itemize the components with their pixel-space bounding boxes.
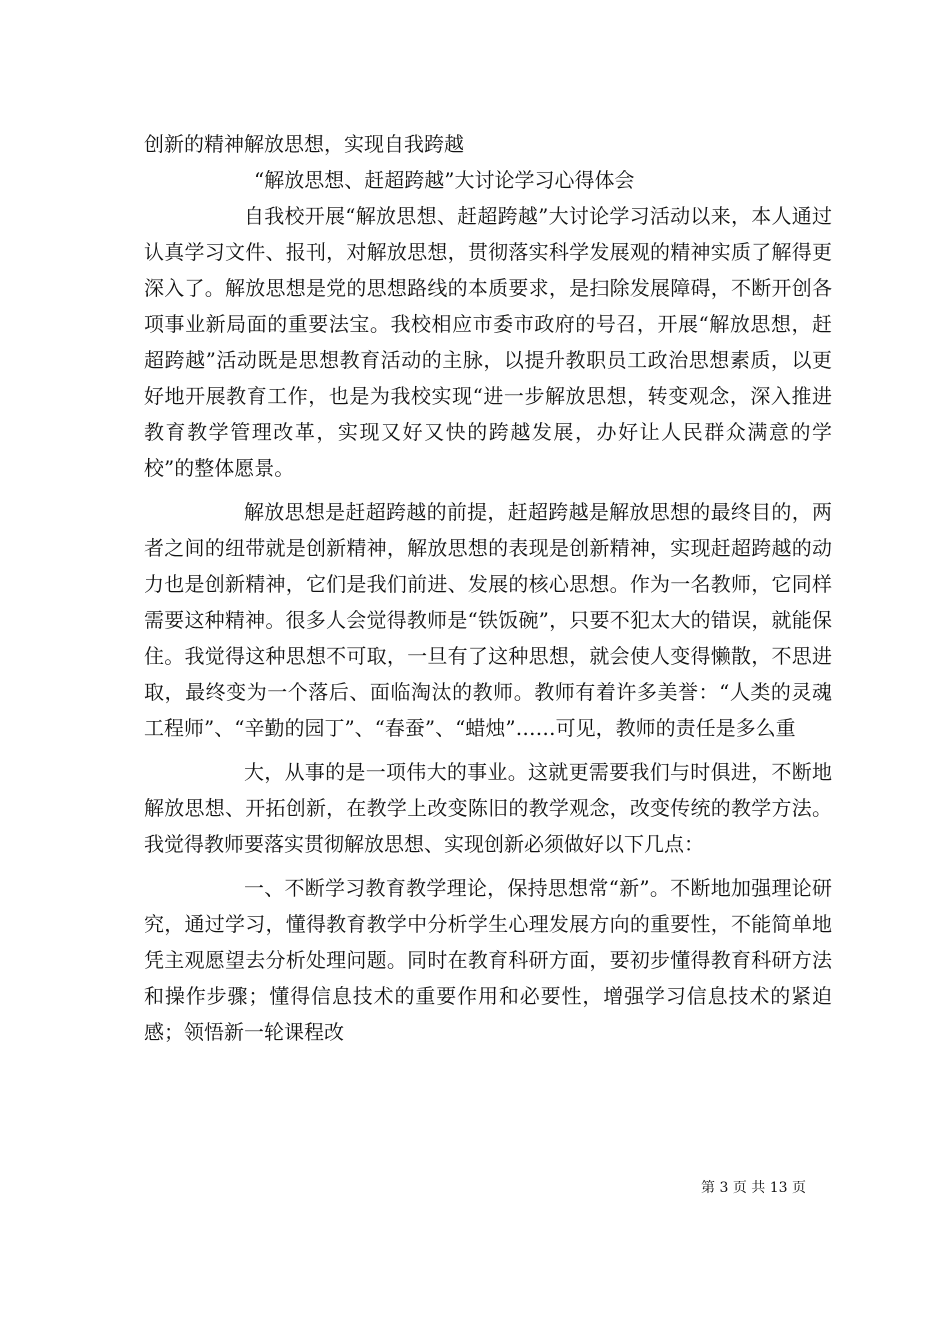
- document-body: [144, 126, 832, 1058]
- paragraph-2: 解放思想是赶超跨越的前提，赶超跨越是解放思想的最终目的，两者之间的纽带就是创新精神，解放思想的表现是创新精神，实现赶超跨越的动力也是创新精神，它们是我们前进、发展的核心思想。作为一名教师，它同样需要这种精神。很多人会觉得教师是“铁饭碗”，只要不犯太大的错误，就能保住。我觉得这种思想不可取，一旦有了这种思想，就会使人变得懒散，不思进取，最终变为一个落后、面临淘汰的教师。教师有着许多美誉：“人类的灵魂工程师”、“辛勤的园丁”、“春蚕”、“蜡烛”……可见，教师的责任是多么重: [144, 500, 832, 740]
- document-heading: 创新的精神解放思想，实现自我跨越: [144, 132, 464, 156]
- page-number-footer: 第 3 页 共 13 页: [701, 1180, 806, 1196]
- paragraph-3: 大，从事的是一项伟大的事业。这就更需要我们与时俱进，不断地解放思想、开拓创新，在教学上改变陈旧的教学观念，改变传统的教学方法。我觉得教师要落实贯彻解放思想、实现创新必须做好以下几点：: [144, 760, 832, 856]
- paragraph-1: 自我校开展“解放思想、赶超跨越”大讨论学习活动以来，本人通过认真学习文件、报刊，对解放思想，贯彻落实科学发展观的精神实质了解得更深入了。解放思想是党的思想路线的本质要求，是扫除发展障碍，不断开创各项事业新局面的重要法宝。我校相应市委市政府的号召，开展“解放思想，赶超跨越”活动既是思想教育活动的主脉，以提升教职员工政治思想素质，以更好地开展教育工作，也是为我校实现“进一步解放思想，转变观念，深入推进教育教学管理改革，实现又好又快的跨越发展，办好让人民群众满意的学校”的整体愿景。: [144, 204, 832, 480]
- paragraph-4: 一、不断学习教育教学理论，保持思想常“新”。不断地加强理论研究，通过学习，懂得教育教学中分析学生心理发展方向的重要性，不能简单地凭主观愿望去分析处理问题。同时在教育科研方面，要初步懂得教育科研方法和操作步骤；懂得信息技术的重要作用和必要性，增强学习信息技术的紧迫感；领悟新一轮课程改: [144, 876, 832, 1044]
- document-subheading: “解放思想、赶超跨越”大讨论学习心得体会: [254, 168, 635, 192]
